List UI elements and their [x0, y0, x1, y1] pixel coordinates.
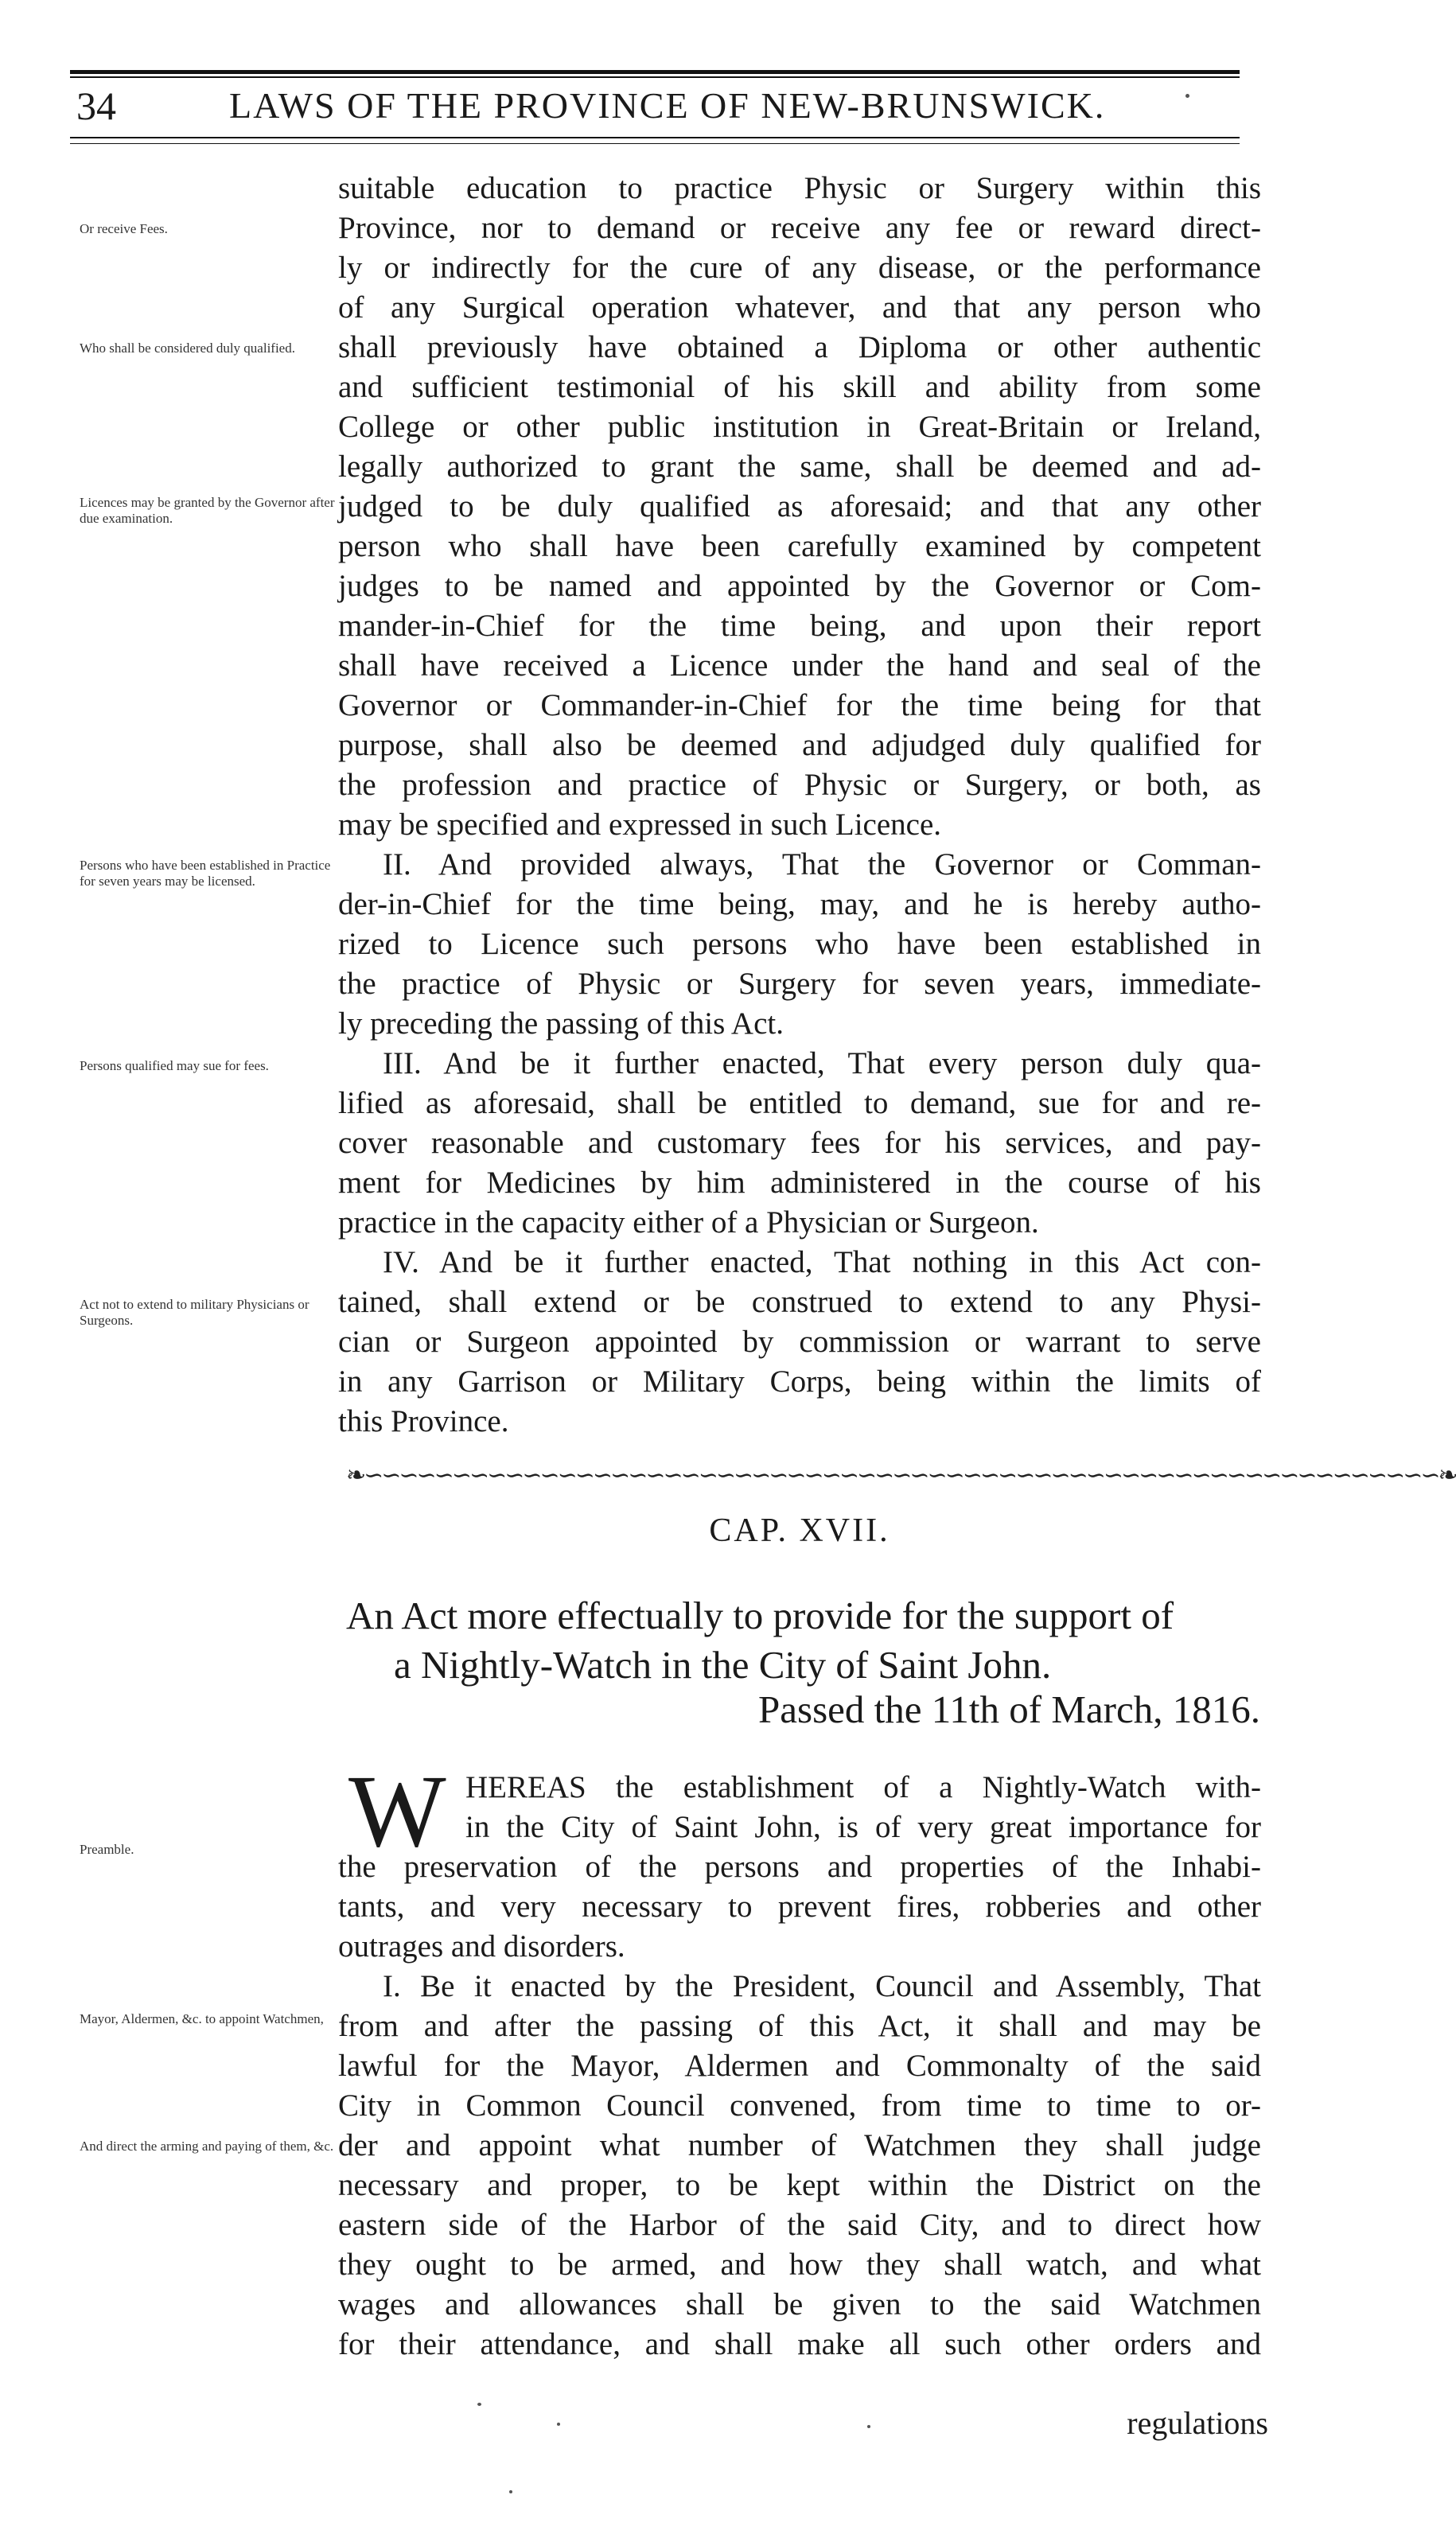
top-rule-thin	[70, 76, 1240, 78]
text-line: practice in the capacity either of a Physician or Surgeon.	[338, 1205, 1039, 1240]
header-rule	[70, 137, 1240, 138]
text-line: rized to Licence such persons who have been established in	[338, 927, 1261, 961]
margin-note: Mayor, Aldermen, &c. to appoint Watchmen,	[80, 2011, 324, 2026]
text-line: and sufficient testimonial of his skill and ability from some	[338, 370, 1261, 404]
text-line: HEREAS the establishment of a Nightly-Watch with-	[465, 1770, 1261, 1804]
text-line: mander-in-Chief for the time being, and upon their report	[338, 609, 1261, 643]
text-line: shall previously have obtained a Diploma or other authentic	[338, 330, 1261, 364]
text-line: the profession and practice of Physic or Surgery, or both, as	[338, 768, 1261, 802]
ink-speck	[477, 2403, 481, 2406]
text-line: wages and allowances shall be given to the said Watchmen	[338, 2287, 1261, 2322]
margin-note: Persons qualified may sue for fees.	[80, 1058, 269, 1073]
text-line: the preservation of the persons and properties of the Inhabi-	[338, 1850, 1261, 1884]
body-text-section-2	[338, 1754, 1261, 2365]
text-line: outrages and disorders.	[338, 1929, 625, 1964]
top-rule	[70, 70, 1240, 74]
text-line: lawful for the Mayor, Aldermen and Commonalty of the said	[338, 2049, 1261, 2083]
margin-note: And direct the arming and paying of them, &c.	[80, 2139, 334, 2154]
text-line: cover reasonable and customary fees for his services, and pay-	[338, 1126, 1261, 1160]
text-line: ly preceding the passing of this Act.	[338, 1006, 784, 1041]
text-line: purpose, shall also be deemed and adjudged duly qualified for	[338, 728, 1261, 762]
text-line: IV. And be it further enacted, That nothing in this Act con-	[383, 1245, 1261, 1279]
text-line: eastern side of the Harbor of the said City, and to direct how	[338, 2208, 1261, 2242]
text-line: der-in-Chief for the time being, may, and he is hereby autho-	[338, 887, 1261, 921]
text-line: suitable education to practice Physic or Surgery within this	[338, 171, 1261, 205]
text-line: shall have received a Licence under the hand and seal of the	[338, 648, 1261, 683]
text-line: lified as aforesaid, shall be entitled to demand, sue for and re-	[338, 1086, 1261, 1120]
text-line: Province, nor to demand or receive any fee or reward direct-	[338, 211, 1261, 245]
text-line: the practice of Physic or Surgery for seven years, immediate-	[338, 967, 1261, 1001]
page-number: 34	[76, 84, 116, 128]
ink-speck	[509, 2490, 512, 2493]
text-line: legally authorized to grant the same, shall be deemed and ad-	[338, 450, 1261, 484]
text-line: may be specified and expressed in such Licence.	[338, 808, 942, 842]
act-title	[338, 1591, 1261, 1690]
text-line: in any Garrison or Military Corps, being within the limits of	[338, 1364, 1261, 1399]
ink-speck	[557, 2423, 560, 2426]
ornamental-divider: ❧∽∽∽∽∽∽∽∽∽∽∽∽∽∽∽∽∽∽∽∽∽∽∽∽∽∽∽∽∽∽∽∽∽∽∽∽∽∽∽∽∽∽∽∽∽∽∽∽∽∽∽∽∽∽∽∽∽∽∽∽∽❧	[346, 1462, 1456, 1489]
margin-note: Licences may be granted by the Governor after due examination.	[80, 495, 335, 526]
margin-note: Preamble.	[80, 1842, 134, 1857]
page-header	[70, 80, 1240, 135]
margin-note: Persons who have been established in Practice for seven years may be licensed.	[80, 858, 331, 889]
text-line: III. And be it further enacted, That every person duly qua-	[383, 1046, 1261, 1080]
text-line: tained, shall extend or be construed to extend to any Physi-	[338, 1285, 1261, 1319]
text-line: judged to be duly qualified as aforesaid; and that any other	[338, 489, 1261, 524]
text-line: for their attendance, and shall make all such other orders and	[338, 2327, 1261, 2361]
text-line: der and appoint what number of Watchmen they shall judge	[338, 2128, 1261, 2162]
text-line: tants, and very necessary to prevent fires, robberies and other	[338, 1890, 1261, 1924]
text-line: ly or indirectly for the cure of any disease, or the performance	[338, 251, 1261, 285]
text-line: necessary and proper, to be kept within the District on the	[338, 2168, 1261, 2202]
text-line: from and after the passing of this Act, it shall and may be	[338, 2009, 1261, 2043]
text-line: City in Common Council convened, from time to time to or-	[338, 2088, 1261, 2123]
passed-date: Passed the 11th of March, 1816.	[758, 1687, 1260, 1731]
text-line: ment for Medicines by him administered in the course of his	[338, 1166, 1261, 1200]
text-line: II. And provided always, That the Governor or Comman-	[383, 847, 1261, 882]
text-line: person who shall have been carefully examined by competent	[338, 529, 1261, 563]
running-head: LAWS OF THE PROVINCE OF NEW-BRUNSWICK.	[229, 85, 1106, 126]
ink-speck	[867, 2425, 870, 2428]
act-title-line-1: An Act more effectually to provide for the support of	[346, 1594, 1174, 1637]
text-line: they ought to be armed, and how they shall watch, and what	[338, 2248, 1261, 2282]
drop-cap: W	[348, 1754, 446, 1869]
act-title-line-2: a Nightly-Watch in the City of Saint John.	[394, 1643, 1052, 1687]
text-line: College or other public institution in Great-Britain or Ireland,	[338, 410, 1261, 444]
text-line: in the City of Saint John, is of very great importance for	[465, 1810, 1261, 1844]
margin-note: Who shall be considered duly qualified.	[80, 341, 295, 356]
catchword: regulations	[1127, 2405, 1268, 2441]
ink-speck	[1185, 94, 1189, 98]
margin-note: Act not to extend to military Physicians or Surgeons.	[80, 1297, 309, 1328]
text-line: judges to be named and appointed by the Governor or Com-	[338, 569, 1261, 603]
text-line: cian or Surgeon appointed by commission or warrant to serve	[338, 1325, 1261, 1359]
text-line: I. Be it enacted by the President, Council and Assembly, That	[383, 1969, 1261, 2003]
body-text-section-1	[338, 169, 1261, 1442]
text-line: of any Surgical operation whatever, and that any person who	[338, 290, 1261, 325]
header-rule-thin	[70, 143, 1240, 144]
margin-note: Or receive Fees.	[80, 221, 168, 236]
text-line: this Province.	[338, 1404, 509, 1438]
text-line: Governor or Commander-in-Chief for the time being for that	[338, 688, 1261, 722]
chapter-heading: CAP. XVII.	[709, 1512, 890, 1549]
